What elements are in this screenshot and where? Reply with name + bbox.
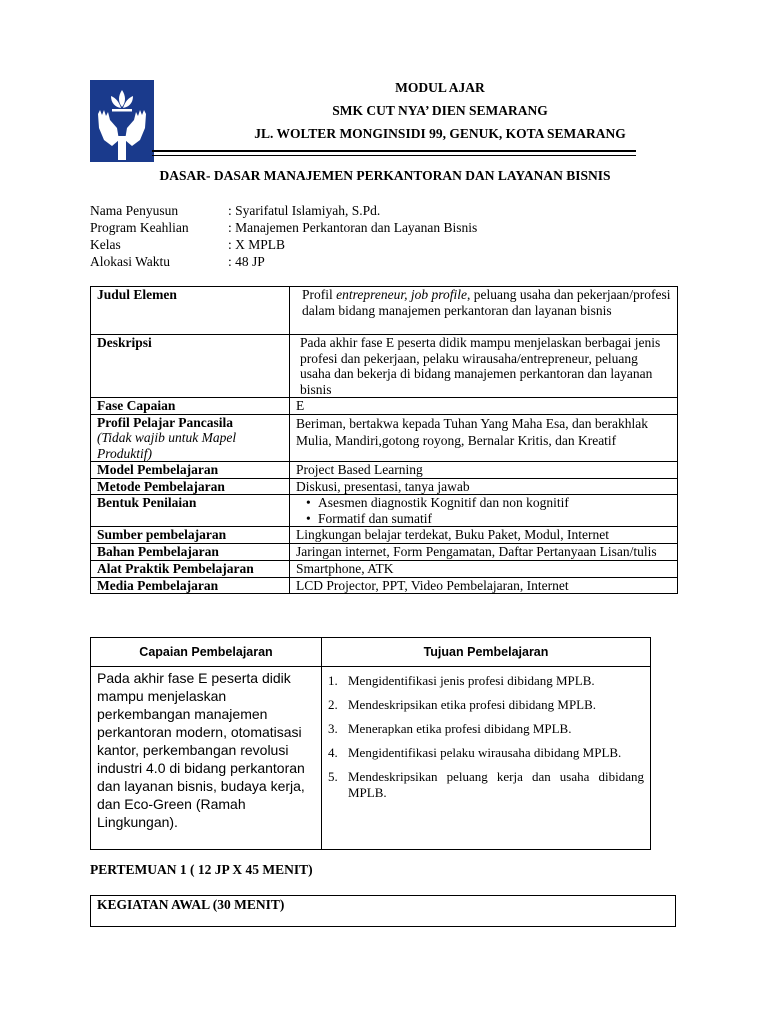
- table-header-row: [91, 638, 651, 667]
- header-address: JL. WOLTER MONGINSIDI 99, GENUK, KOTA SEMARANG: [254, 126, 626, 141]
- row-value-alat: Smartphone, ATK: [290, 561, 678, 578]
- row-label: Sumber pembelajaran: [91, 527, 290, 544]
- learning-outcomes-table: [90, 637, 651, 850]
- row-label: Bentuk Penilaian: [91, 495, 290, 527]
- table-row: [91, 287, 678, 335]
- identity-value: : X MPLB: [228, 237, 286, 252]
- table-row: [91, 543, 678, 561]
- row-label: Alat Praktik Pembelajaran: [91, 561, 290, 578]
- objective-text: Mengidentifikasi pelaku wirausaha dibidang MPLB.: [348, 745, 622, 760]
- list-number: 1.: [328, 673, 338, 688]
- list-number: 5.: [328, 769, 338, 784]
- table-row: [91, 527, 678, 544]
- judul-text-italic: entrepreneur, job profile: [336, 287, 467, 302]
- table-row: [91, 414, 678, 462]
- activity-title: KEGIATAN AWAL (30 MENIT): [97, 897, 285, 912]
- row-value-bentuk: [290, 495, 678, 527]
- objectives-list: [326, 669, 644, 801]
- identity-value: : Manajemen Perkantoran dan Layanan Bisnis: [228, 220, 478, 235]
- tp-cell: [322, 667, 651, 850]
- document-title: DASAR- DASAR MANAJEMEN PERKANTORAN DAN LAYANAN BISNIS: [159, 168, 611, 183]
- list-item: • Formatif dan sumatif: [318, 511, 671, 527]
- table-row: [91, 667, 651, 850]
- row-value-bahan: Jaringan internet, Form Pengamatan, Daftar Pertanyaan Lisan/tulis: [290, 543, 678, 561]
- objective-text: Menerapkan etika profesi dibidang MPLB.: [348, 721, 572, 736]
- identity-label: Alokasi Waktu: [90, 254, 171, 269]
- objective-text: Mengidentifikasi jenis profesi dibidang MPLB.: [348, 673, 595, 688]
- list-item: [326, 693, 644, 717]
- school-logo: [90, 80, 154, 162]
- identity-label: Nama Penyusun: [90, 203, 179, 218]
- row-label: Metode Pembelajaran: [91, 478, 290, 495]
- list-item: [326, 669, 644, 693]
- meeting-title: PERTEMUAN 1 ( 12 JP X 45 MENIT): [90, 862, 313, 877]
- row-label: Media Pembelajaran: [91, 577, 290, 594]
- identity-value: : Syarifatul Islamiyah, S.Pd.: [228, 203, 381, 218]
- cp-text: Pada akhir fase E peserta didik mampu menjelaskan perkembangan manajemen perkantoran modern, otomatisasi kantor, perkembangan revolusi industri 4.0 di bidang perkantoran dan layanan bisnis, budaya kerja, dan Eco-Green (Ramah Lingkungan).: [91, 667, 322, 850]
- tp-header: Tujuan Pembelajaran: [322, 638, 651, 667]
- table-row: [91, 462, 678, 479]
- identity-label: Program Keahlian: [90, 220, 189, 235]
- row-label: Bahan Pembelajaran: [91, 543, 290, 561]
- row-value-metode: Diskusi, presentasi, tanya jawab: [290, 478, 678, 495]
- objective-text: Mendeskripsikan etika profesi dibidang MPLB.: [348, 697, 597, 712]
- row-label: Fase Capaian: [91, 398, 290, 415]
- list-item: [326, 741, 644, 765]
- row-value-model: Project Based Learning: [290, 462, 678, 479]
- list-item: [326, 717, 644, 741]
- table-row: [91, 335, 678, 398]
- table-row: [91, 495, 678, 527]
- table-row: [91, 398, 678, 415]
- judul-text-post: , peluang usaha dan pekerjaan/profesi dalam bidang manajemen perkantoran dan layanan bisnis: [302, 287, 671, 318]
- row-label: Deskripsi: [91, 335, 290, 398]
- list-number: 2.: [328, 697, 338, 712]
- identity-label: Kelas: [90, 237, 121, 252]
- header-divider: [152, 150, 636, 152]
- assessment-list: [296, 495, 671, 526]
- objective-text: Mendeskripsikan peluang kerja dan usaha dibidang MPLB.: [348, 769, 644, 800]
- row-value-sumber: Lingkungan belajar terdekat, Buku Paket, Modul, Internet: [290, 527, 678, 544]
- row-value-fase: E: [290, 398, 678, 415]
- table-row: [91, 478, 678, 495]
- row-label: Judul Elemen: [91, 287, 290, 335]
- header-module-title: MODUL AJAR: [395, 80, 485, 95]
- header-school-name: SMK CUT NYA’ DIEN SEMARANG: [332, 103, 548, 118]
- cp-header: Capaian Pembelajaran: [91, 638, 322, 667]
- header-divider-thin: [152, 155, 636, 156]
- row-label: Model Pembelajaran: [91, 462, 290, 479]
- row-value-media: LCD Projector, PPT, Video Pembelajaran, Internet: [290, 577, 678, 594]
- row-value-deskripsi: Pada akhir fase E peserta didik mampu menjelaskan berbagai jenis profesi dan pekerjaan, pelaku wirausaha/entrepreneur, peluang usaha dan bekerja di bidang manajemen perkantoran dan layanan bisnis: [290, 335, 678, 398]
- module-info-table: [90, 286, 678, 594]
- identity-value: : 48 JP: [228, 254, 265, 269]
- row-label: [91, 414, 290, 462]
- profil-sublabel: (Tidak wajib untuk Mapel Produktif): [97, 430, 237, 461]
- list-item: • Asesmen diagnostik Kognitif dan non kognitif: [318, 495, 671, 511]
- list-number: 4.: [328, 745, 338, 760]
- profil-label: Profil Pelajar Pancasila: [97, 414, 233, 430]
- activity-box: [90, 895, 676, 927]
- judul-text-pre: Profil: [302, 287, 337, 302]
- row-value-judul: [290, 287, 678, 335]
- list-item: [326, 769, 644, 801]
- table-row: [91, 577, 678, 594]
- table-row: [91, 561, 678, 578]
- row-value-profil: Beriman, bertakwa kepada Tuhan Yang Maha Esa, dan berakhlak Mulia, Mandiri,gotong royong, Bernalar Kritis, dan Kreatif: [290, 414, 678, 462]
- list-number: 3.: [328, 721, 338, 736]
